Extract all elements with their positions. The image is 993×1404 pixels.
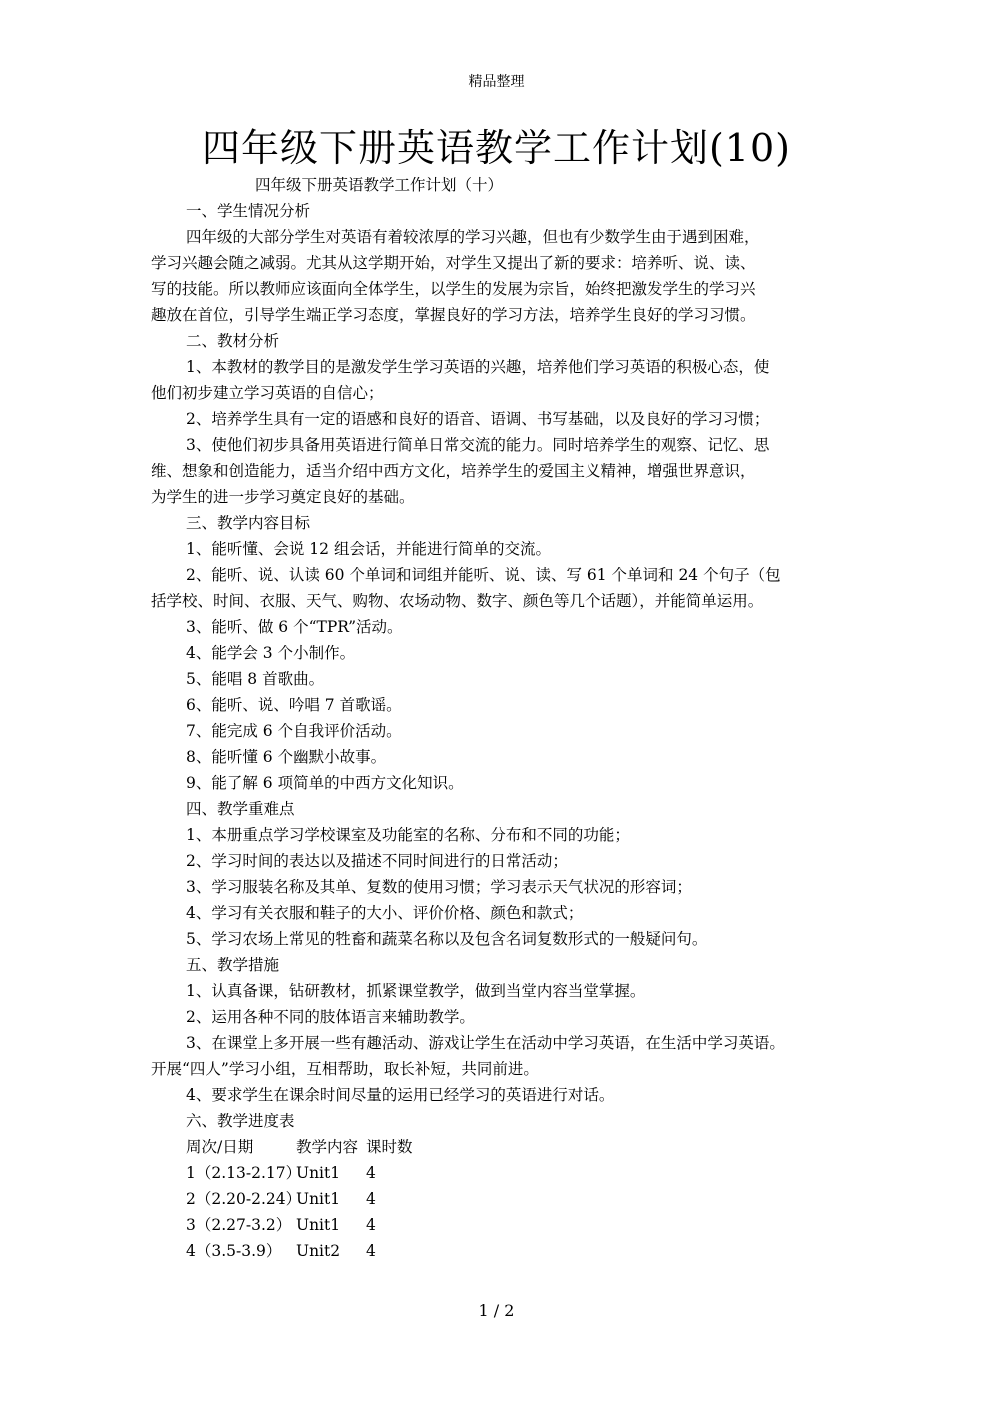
text-line: 2、运用各种不同的肢体语言来辅助教学。 <box>186 1008 475 1026</box>
text-line: 六、教学进度表 <box>186 1112 295 1130</box>
text-line: 四、教学重难点 <box>186 800 295 818</box>
paragraph-list <box>151 198 861 1134</box>
schedule-cell-hours: 4 <box>366 1190 376 1208</box>
text-line: 2、学习时间的表达以及描述不同时间进行的日常活动； <box>186 852 568 870</box>
text-line: 1、本册重点学习学校课室及功能室的名称、分布和不同的功能； <box>186 826 630 844</box>
text-line: 4、要求学生在课余时间尽量的运用已经学习的英语进行对话。 <box>186 1086 615 1104</box>
schedule-cell-content: Unit1 <box>296 1190 341 1208</box>
schedule-row <box>151 1212 861 1238</box>
text-line: 二、教材分析 <box>186 332 280 350</box>
text-line: 4、学习有关衣服和鞋子的大小、评价价格、颜色和款式； <box>186 904 584 922</box>
schedule-rows <box>151 1160 861 1264</box>
text-line: 为学生的进一步学习奠定良好的基础。 <box>151 488 415 506</box>
text-line: 一、学生情况分析 <box>186 202 311 220</box>
text-line: 3、学习服装名称及其单、复数的使用习惯；学习表示天气状况的形容词； <box>186 878 692 896</box>
text-line: 9、能了解 6 项简单的中西方文化知识。 <box>186 774 464 792</box>
text-line: 7、能完成 6 个自我评价活动。 <box>186 722 402 740</box>
schedule-cell-content: Unit1 <box>296 1164 341 1182</box>
text-line: 开展“四人”学习小组，互相帮助，取长补短，共同前进。 <box>151 1060 539 1078</box>
schedule-cell-hours: 4 <box>366 1242 376 1260</box>
schedule-header-content: 教学内容 <box>296 1138 359 1156</box>
text-line: 2、能听、说、认读 60 个单词和词组并能听、说、读、写 61 个单词和 24 个句子（包 <box>186 566 781 584</box>
text-line: 学习兴趣会随之减弱。尤其从这学期开始，对学生又提出了新的要求：培养听、说、读、 <box>151 254 756 272</box>
document-body <box>151 172 861 1264</box>
text-line: 1、本教材的教学目的是激发学生学习英语的兴趣，培养他们学习英语的积极心态，使 <box>186 358 770 376</box>
text-line: 5、能唱 8 首歌曲。 <box>186 670 325 688</box>
page-number: 1 / 2 <box>478 1301 515 1320</box>
text-line: 三、教学内容目标 <box>186 514 311 532</box>
schedule-cell-hours: 4 <box>366 1216 376 1234</box>
text-line: 四年级的大部分学生对英语有着较浓厚的学习兴趣，但也有少数学生由于遇到困难， <box>186 228 760 246</box>
text-line: 写的技能。所以教师应该面向全体学生，以学生的发展为宗旨，始终把激发学生的学习兴 <box>151 280 756 298</box>
schedule-cell-week: 3（2.27-3.2） <box>186 1216 292 1234</box>
text-line: 1、能听懂、会说 12 组会话，并能进行简单的交流。 <box>186 540 551 558</box>
text-line: 1、认真备课，钻研教材，抓紧课堂教学，做到当堂内容当堂掌握。 <box>186 982 646 1000</box>
text-line: 五、教学措施 <box>186 956 280 974</box>
schedule-cell-week: 1（2.13-2.17） <box>186 1164 302 1182</box>
schedule-cell-week: 2（2.20-2.24） <box>186 1190 302 1208</box>
schedule-row <box>151 1238 861 1264</box>
schedule-row <box>151 1160 861 1186</box>
text-line: 4、能学会 3 个小制作。 <box>186 644 356 662</box>
text-line: 6、能听、说、吟唱 7 首歌谣。 <box>186 696 402 714</box>
document-subtitle: 四年级下册英语教学工作计划（十） <box>255 176 504 194</box>
text-line: 5、学习农场上常见的牲畜和蔬菜名称以及包含名词复数形式的一般疑问句。 <box>186 930 708 948</box>
schedule-header-week: 周次/日期 <box>186 1138 254 1156</box>
text-line: 括学校、时间、衣服、天气、购物、农场动物、数字、颜色等几个话题），并能简单运用。 <box>151 592 764 610</box>
text-line: 维、想象和创造能力，适当介绍中西方文化，培养学生的爱国主义精神，增强世界意识， <box>151 462 756 480</box>
text-line: 8、能听懂 6 个幽默小故事。 <box>186 748 387 766</box>
page-header: 精品整理 <box>468 74 525 90</box>
document-title: 四年级下册英语教学工作计划(10) <box>201 126 791 170</box>
text-line: 他们初步建立学习英语的自信心； <box>151 384 384 402</box>
schedule-cell-hours: 4 <box>366 1164 376 1182</box>
schedule-header-row <box>151 1134 861 1160</box>
text-line: 3、使他们初步具备用英语进行简单日常交流的能力。同时培养学生的观察、记忆、思 <box>186 436 770 454</box>
text-line: 2、培养学生具有一定的语感和良好的语音、语调、书写基础，以及良好的学习习惯； <box>186 410 770 428</box>
schedule-cell-content: Unit2 <box>296 1242 341 1260</box>
schedule-header-hours: 课时数 <box>366 1138 413 1156</box>
schedule-row <box>151 1186 861 1212</box>
schedule-cell-week: 4（3.5-3.9） <box>186 1242 282 1260</box>
text-line: 3、能听、做 6 个“TPR”活动。 <box>186 618 403 636</box>
text-line: 3、在课堂上多开展一些有趣活动、游戏让学生在活动中学习英语，在生活中学习英语。 <box>186 1034 785 1052</box>
text-line: 趣放在首位，引导学生端正学习态度，掌握良好的学习方法，培养学生良好的学习习惯。 <box>151 306 756 324</box>
schedule-cell-content: Unit1 <box>296 1216 341 1234</box>
